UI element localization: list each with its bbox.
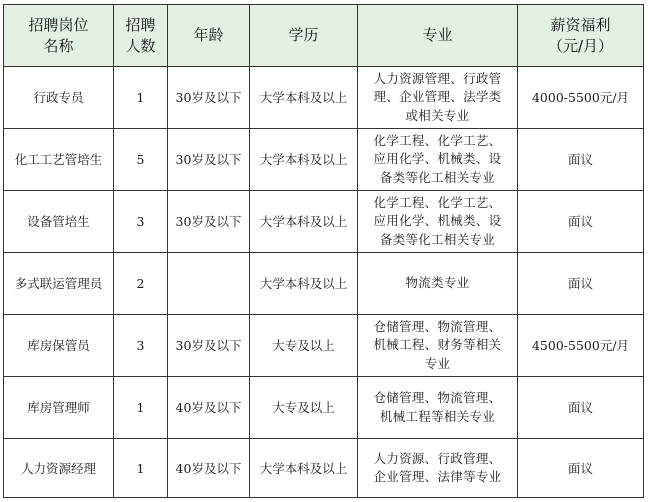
- education-cell: 大学本科及以上: [250, 253, 358, 315]
- major-line: 应用化学、机械类、设: [373, 151, 502, 167]
- header-line: 名称: [43, 36, 74, 55]
- table-body: [4, 67, 644, 498]
- header-line: 学历: [288, 26, 319, 44]
- major-line: 机械工程、财务等相关: [373, 337, 502, 353]
- education-cell: 大学本科及以上: [250, 191, 358, 253]
- major-cell: [358, 67, 518, 129]
- education-cell: 大专及以上: [250, 315, 358, 377]
- age-cell: 30岁及以下: [168, 191, 250, 253]
- header-major: [358, 5, 518, 67]
- major-cell: [358, 439, 518, 498]
- major-line: 仓储管理、物流管理、: [373, 318, 502, 334]
- major-line: 人力资源、行政管理、: [373, 450, 502, 466]
- major-cell: [358, 191, 518, 253]
- education-cell: 大学本科及以上: [250, 67, 358, 129]
- major-line: 物流类专业: [405, 275, 470, 291]
- salary-cell: 面议: [518, 377, 644, 439]
- table-header: [4, 5, 644, 67]
- major-line: 仓储管理、物流管理、: [373, 390, 502, 405]
- table-row: [4, 439, 644, 498]
- header-line: 人数: [125, 36, 156, 55]
- position-cell: 设备管培生: [4, 191, 114, 253]
- major-line: 人力资源管理、行政管: [373, 70, 502, 86]
- major-cell: [358, 253, 518, 315]
- major-cell: [358, 315, 518, 377]
- salary-cell: 面议: [518, 253, 644, 315]
- header-line: 专业: [422, 26, 453, 44]
- major-line: 或相关专业: [405, 107, 470, 123]
- position-cell: 多式联运管理员: [4, 253, 114, 315]
- header-education: [250, 5, 358, 67]
- position-cell: 行政专员: [4, 67, 114, 129]
- count-cell: 2: [114, 253, 168, 315]
- header-position: [4, 5, 114, 67]
- header-salary: [518, 5, 644, 67]
- salary-cell: 面议: [518, 191, 644, 253]
- count-cell: 3: [114, 315, 168, 377]
- major-cell: [358, 377, 518, 439]
- salary-cell: 4000-5500元/月: [518, 67, 644, 129]
- count-cell: 1: [114, 377, 168, 439]
- age-cell: 30岁及以下: [168, 129, 250, 191]
- count-cell: 3: [114, 191, 168, 253]
- age-cell: 30岁及以下: [168, 315, 250, 377]
- major-line: 理、企业管理、法学类: [373, 89, 502, 105]
- header-count: [114, 5, 168, 67]
- header-row: [4, 5, 644, 67]
- position-cell: 库房管理师: [4, 377, 114, 439]
- major-cell: [358, 129, 518, 191]
- header-line: 招聘: [125, 15, 156, 34]
- position-cell: 库房保管员: [4, 315, 114, 377]
- header-line: （元/月）: [547, 36, 614, 55]
- major-line: 应用化学、机械类、设: [373, 213, 502, 229]
- age-cell: 40岁及以下: [168, 439, 250, 498]
- education-cell: 大学本科及以上: [250, 129, 358, 191]
- major-line: 化学工程、化学工艺、: [373, 194, 502, 210]
- salary-cell: 4500-5500元/月: [518, 315, 644, 377]
- age-cell: [168, 253, 250, 315]
- age-cell: 40岁及以下: [168, 377, 250, 439]
- table-row: [4, 315, 644, 377]
- major-line: 企业管理、法律等专业: [373, 469, 502, 484]
- table-row: [4, 191, 644, 253]
- table-row: [4, 129, 644, 191]
- major-line: 备类等化工相关专业: [379, 231, 496, 247]
- major-line: 专业: [424, 355, 451, 371]
- header-line: 年龄: [193, 26, 224, 44]
- header-age: [168, 5, 250, 67]
- education-cell: 大专及以上: [250, 377, 358, 439]
- salary-cell: 面议: [518, 129, 644, 191]
- count-cell: 5: [114, 129, 168, 191]
- position-cell: 人力资源经理: [4, 439, 114, 498]
- count-cell: 1: [114, 67, 168, 129]
- count-cell: 1: [114, 439, 168, 498]
- major-line: 机械工程等相关专业: [379, 408, 496, 424]
- table-row: [4, 253, 644, 315]
- education-cell: 大学本科及以上: [250, 439, 358, 498]
- header-line: 薪资福利: [550, 15, 611, 34]
- salary-cell: 面议: [518, 439, 644, 498]
- table-row: [4, 67, 644, 129]
- recruitment-table: [3, 4, 644, 498]
- age-cell: 30岁及以下: [168, 67, 250, 129]
- major-line: 备类等化工相关专业: [379, 169, 496, 185]
- header-line: 招聘岗位: [28, 15, 89, 34]
- table-row: [4, 377, 644, 439]
- position-cell: 化工工艺管培生: [4, 129, 114, 191]
- major-line: 化学工程、化学工艺、: [373, 132, 502, 148]
